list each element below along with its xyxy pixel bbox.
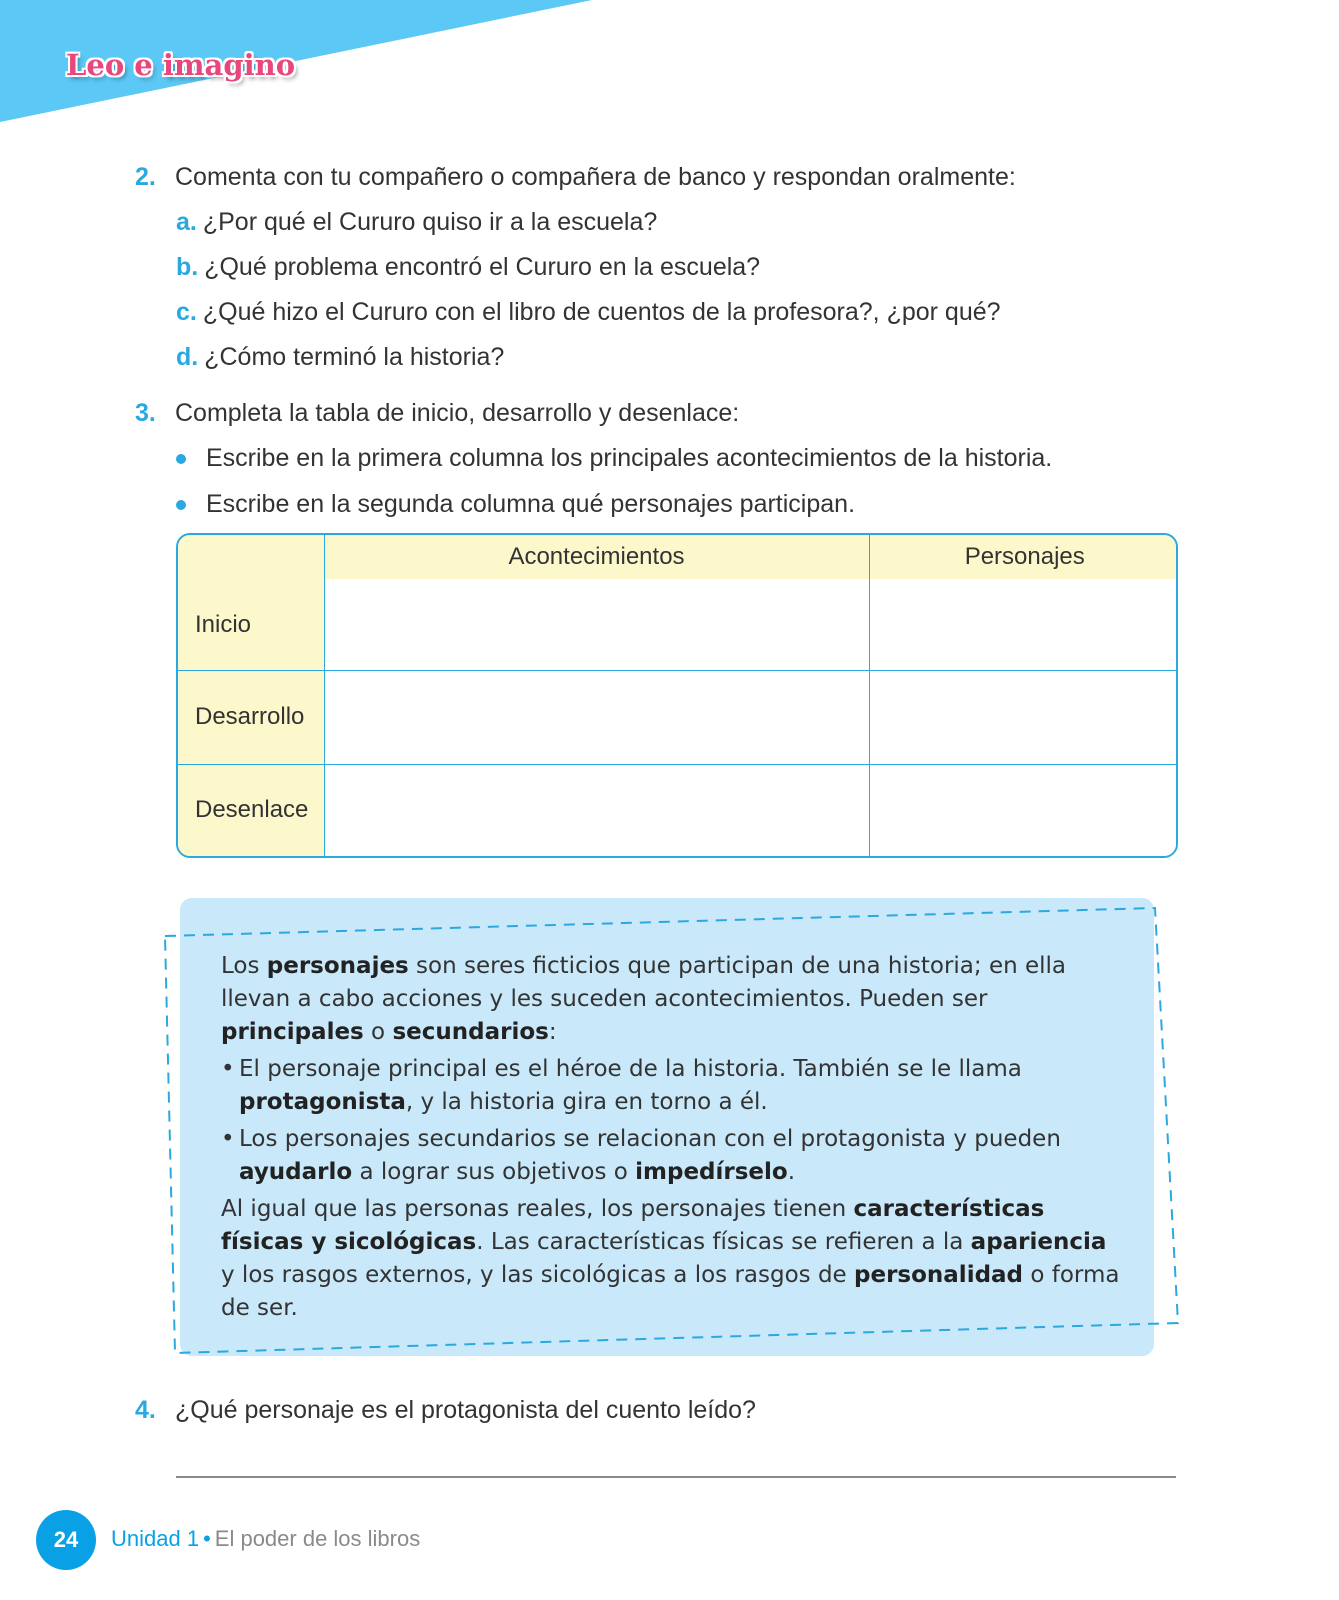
- concept-paragraph: Los personajes son seres ficticios que participan de una historia; en ella llevan a cabo acciones y les suceden acontecimientos. Pueden ser principales o secundarios:: [221, 953, 1067, 1045]
- cell-desenlace-acontecimientos[interactable]: [324, 764, 869, 856]
- sub-question-text: ¿Por qué el Cururo quiso ir a la escuela?: [202, 208, 658, 236]
- bullet-dot: [176, 500, 186, 510]
- events-table: [176, 533, 1178, 858]
- header-acontecimientos: Acontecimientos: [324, 535, 869, 579]
- concept-list-item: • El personaje principal es el héroe de la historia. También se le llama protagonista, y la historia gira en torno a él.: [221, 1053, 1121, 1119]
- row-label-desenlace: Desenlace: [178, 764, 324, 856]
- row-label-desarrollo: Desarrollo: [178, 671, 324, 764]
- concept-paragraph: Al igual que las personas reales, los personajes tienen características físicas y sicológicas. Las características físicas se refieren a la apariencia y los rasgos externos, y las sicológicas a los rasgos de personalidad o forma de ser.: [221, 1196, 1120, 1321]
- cell-desarrollo-personajes[interactable]: [869, 671, 1178, 764]
- instruction-bullet: [176, 443, 1052, 473]
- unit-label: Unidad 1: [111, 1526, 200, 1551]
- question-prompt: Completa la tabla de inicio, desarrollo y desenlace:: [175, 399, 740, 427]
- page-number-badge: [36, 1510, 96, 1570]
- sub-question-text: ¿Qué hizo el Cururo con el libro de cuentos de la profesora?, ¿por qué?: [202, 298, 1001, 326]
- page-number: 24: [53, 1527, 79, 1552]
- instruction-bullet: [176, 489, 855, 519]
- cell-inicio-acontecimientos[interactable]: [324, 579, 869, 671]
- sub-question-a: [176, 207, 657, 237]
- concept-text: [221, 950, 1121, 1325]
- header-personajes: Personajes: [869, 535, 1178, 579]
- concept-list-item: • Los personajes secundarios se relacionan con el protagonista y pueden ayudarlo a lograr sus objetivos o impedírselo.: [221, 1123, 1121, 1189]
- sub-question-text: ¿Cómo terminó la historia?: [204, 343, 505, 371]
- question-number: 4.: [135, 1396, 156, 1424]
- cell-desenlace-personajes[interactable]: [869, 764, 1178, 856]
- instruction-text: Escribe en la segunda columna qué personajes participan.: [206, 490, 856, 518]
- sub-question-text: ¿Qué problema encontró el Cururo en la escuela?: [204, 253, 761, 281]
- instruction-text: Escribe en la primera columna los principales acontecimientos de la historia.: [206, 444, 1053, 472]
- sub-letter: c.: [176, 298, 197, 326]
- sub-letter: d.: [176, 343, 199, 371]
- answer-line[interactable]: [176, 1476, 1176, 1478]
- unit-title: El poder de los libros: [214, 1526, 421, 1551]
- bullet-dot: [176, 454, 186, 464]
- footer-separator: •: [203, 1526, 211, 1551]
- sub-question-d: [176, 342, 504, 372]
- sub-letter: a.: [176, 208, 197, 236]
- cell-desarrollo-acontecimientos[interactable]: [324, 671, 869, 764]
- sub-letter: b.: [176, 253, 199, 281]
- section-title: Leo e imagino: [66, 48, 296, 82]
- footer-unit-title: [111, 1526, 420, 1552]
- table-corner-cell: [178, 535, 324, 579]
- question-number: 2.: [135, 163, 156, 191]
- question-number: 3.: [135, 399, 156, 427]
- cell-inicio-personajes[interactable]: [869, 579, 1178, 671]
- sub-question-b: [176, 252, 760, 282]
- question-prompt: Comenta con tu compañero o compañera de banco y respondan oralmente:: [175, 163, 1016, 191]
- sub-question-c: [176, 297, 1001, 327]
- question-prompt: ¿Qué personaje es el protagonista del cuento leído?: [175, 1396, 756, 1424]
- row-label-inicio: Inicio: [178, 579, 324, 671]
